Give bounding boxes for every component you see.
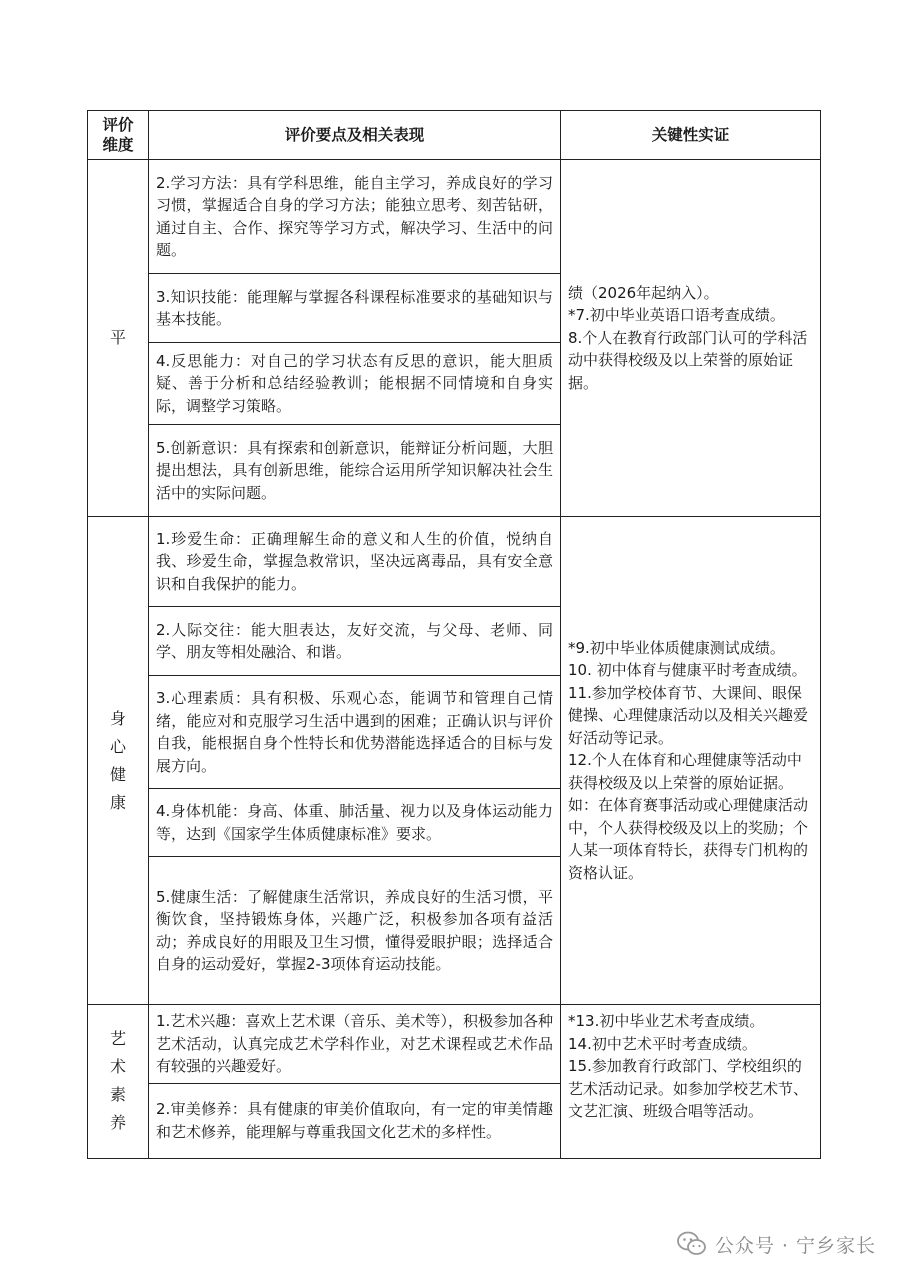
evidence-text: *13.初中毕业艺术考查成绩。 xyxy=(568,1012,765,1030)
wechat-icon xyxy=(677,1231,707,1257)
header-row xyxy=(88,111,821,160)
watermark-text: 公众号 · 宁乡家长 xyxy=(714,1234,876,1257)
watermark xyxy=(677,1229,876,1259)
evidence-text: *9.初中毕业体质健康测试成绩。 xyxy=(568,638,785,657)
table-row xyxy=(88,517,821,607)
evidence-cell xyxy=(561,517,821,1005)
evidence-cell xyxy=(561,1005,821,1159)
table-row xyxy=(88,160,821,274)
evidence-text: 11.参加学校体育节、大课间、眼保健操、心理健康活动以及相关兴趣爱好活动等记录。 xyxy=(568,683,809,747)
dimension-cell: 艺术素养 xyxy=(88,1005,149,1159)
item-cell: 5.健康生活：了解健康生活常识，养成良好的生活习惯，平衡饮食，坚持锻炼身体，兴趣广泛，积极参加各项有益活动；养成良好的用眼及卫生习惯，懂得爱眼护眼；选择适合自身的运动爱好，掌握2-3项体育运动技能。 xyxy=(149,857,561,1005)
item-cell: 2.学习方法：具有学科思维，能自主学习，养成良好的学习习惯，掌握适合自身的学习方法；能独立思考、刻苦钻研，通过自主、合作、探究等学习方式，解决学习、生活中的问题。 xyxy=(149,160,561,274)
dimension-cell: 平 xyxy=(88,160,149,517)
item-cell: 2.人际交往：能大胆表达，友好交流，与父母、老师、同学、朋友等相处融洽、和谐。 xyxy=(149,607,561,676)
item-cell: 4.反思能力：对自己的学习状态有反思的意识，能大胆质疑、善于分析和总结经验教训；能根据不同情境和自身实际，调整学习策略。 xyxy=(149,343,561,425)
item-cell: 3.知识技能：能理解与掌握各科课程标准要求的基础知识与基本技能。 xyxy=(149,274,561,343)
header-evidence: 关键性实证 xyxy=(561,111,821,160)
item-cell: 3.心理素质：具有积极、乐观心态，能调节和管理自己情绪，能应对和克服学习生活中遇到的困难；正确认识与评价自我，能根据自身个性特长和优势潜能选择适合的目标与发展方向。 xyxy=(149,676,561,789)
header-dimension: 评价维度 xyxy=(88,111,149,160)
evidence-text: 8.个人在教育行政部门认可的学科活动中获得校级及以上荣誉的原始证据。 xyxy=(568,328,808,392)
evidence-cell xyxy=(561,160,821,517)
evidence-text: 15.参加教育行政部门、学校组织的艺术活动记录。如参加学校艺术节、文艺汇演、班级合唱等活动。 xyxy=(568,1057,809,1120)
evidence-text: 10. 初中体育与健康平时考查成绩。 xyxy=(568,661,807,680)
header-points: 评价要点及相关表现 xyxy=(149,111,561,160)
item-cell: 1.艺术兴趣：喜欢上艺术课（音乐、美术等），积极参加各种艺术活动，认真完成艺术学科作业，对艺术课程或艺术作品有较强的兴趣爱好。 xyxy=(149,1005,561,1084)
dimension-cell: 身心健康 xyxy=(88,517,149,1005)
item-cell: 4.身体机能：身高、体重、肺活量、视力以及身体运动能力等，达到《国家学生体质健康标准》要求。 xyxy=(149,789,561,857)
item-cell: 5.创新意识：具有探索和创新意识，能辩证分析问题，大胆提出想法，具有创新思维，能综合运用所学知识解决社会生活中的实际问题。 xyxy=(149,425,561,517)
item-cell: 2.审美修养：具有健康的审美价值取向，有一定的审美情趣和艺术修养，能理解与尊重我国文化艺术的多样性。 xyxy=(149,1083,561,1158)
evidence-text: 12.个人在体育和心理健康等活动中获得校级及以上荣誉的原始证据。如：在体育赛事活动或心理健康活动中，个人获得校级及以上的奖励；个人某一项体育特长，获得专门机构的资格认证。 xyxy=(568,751,809,882)
evidence-text: 绩（2026年起纳入）。 xyxy=(568,283,719,302)
evidence-text: 14.初中艺术平时考查成绩。 xyxy=(568,1034,757,1053)
evidence-text: *7.初中毕业英语口语考查成绩。 xyxy=(568,306,785,325)
evaluation-table xyxy=(87,110,821,1159)
table-row xyxy=(88,1005,821,1084)
item-cell: 1.珍爱生命：正确理解生命的意义和人生的价值，悦纳自我、珍爱生命，掌握急救常识，坚决远离毒品，具有安全意识和自我保护的能力。 xyxy=(149,517,561,607)
